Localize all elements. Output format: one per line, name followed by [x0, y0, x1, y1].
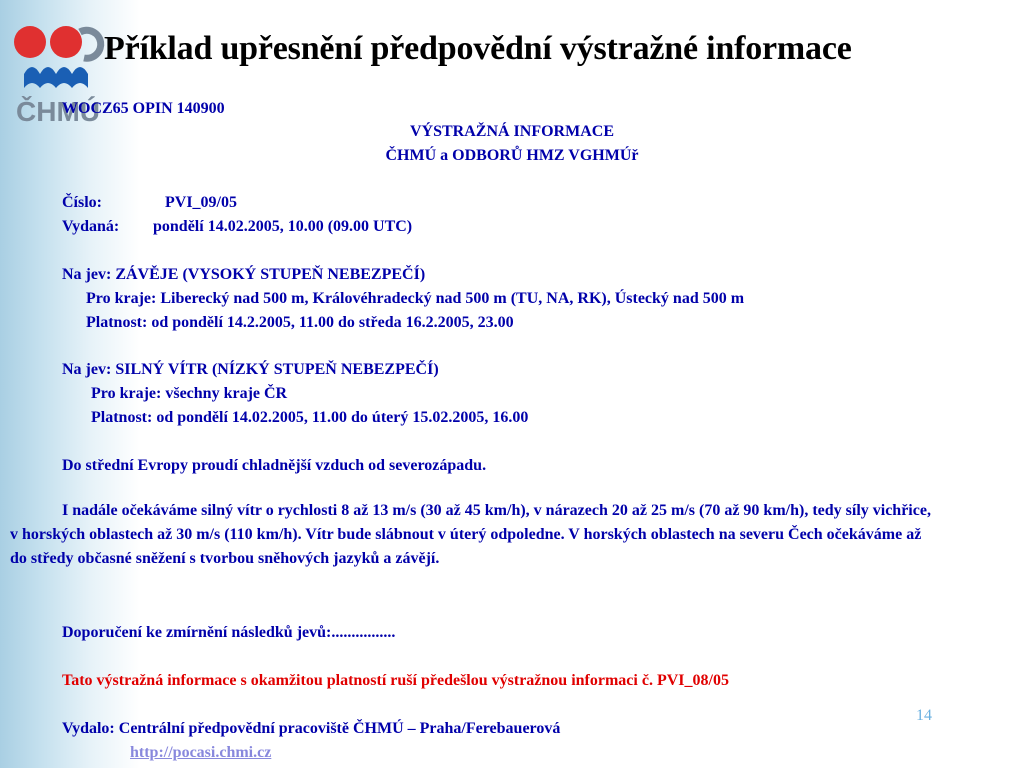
forecast-paragraph: I nadále očekáváme silný vítr o rychlosti 8 až 13 m/s (30 až 45 km/h), v nárazech 20 až 25 m/s (70 až 90 km/h), tedy síly vichřice, v horských oblastech až 30 m/s (110 km/h). Vítr bude slábnout v úterý odpoledne. V horských oblastech na severu Čech očekáváme až do středy občasné sněžení s tvorbou sněhových jazyků a závějí.: [10, 502, 931, 567]
header-line-2: ČHMÚ a ODBORŮ HMZ VGHMÚř: [385, 147, 639, 164]
number-label: Číslo:: [62, 194, 102, 211]
issued-value: pondělí 14.02.2005, 10.00 (09.00 UTC): [153, 218, 413, 235]
warning-2-validity: Platnost: od pondělí 14.02.2005, 11.00 do úterý 15.02.2005, 16.00: [91, 409, 529, 426]
logo-gray-arc: [80, 30, 101, 58]
warning-1-regions: Pro kraje: Liberecký nad 500 m, Královéhradecký nad 500 m (TU, NA, RK), Ústecký nad 500 m: [86, 290, 745, 307]
logo-text: ČHMÚ: [16, 96, 100, 126]
website-link[interactable]: http://pocasi.chmi.cz: [130, 744, 272, 761]
header-line-1: VÝSTRAŽNÁ INFORMACE: [409, 123, 614, 140]
recommendation-text: Doporučení ke zmírnění následků jevů:................: [62, 624, 396, 641]
issuer-text: Vydalo: Centrální předpovědní pracoviště ČHMÚ – Praha/Ferebauerová: [62, 720, 561, 737]
logo-blue-waves: [24, 67, 88, 88]
page-number: 14: [916, 707, 932, 724]
warning-1-phenomenon: Na jev: ZÁVĚJE (VYSOKÝ STUPEŇ NEBEZPEČÍ): [62, 266, 426, 283]
message-code: WOCZ65 OPIN 140900: [62, 100, 225, 117]
issued-row: [62, 215, 412, 239]
logo-red-circle-1: [14, 26, 46, 58]
logo-red-circle-2: [50, 26, 82, 58]
warning-2-phenomenon: Na jev: SILNÝ VÍTR (NÍZKÝ STUPEŇ NEBEZPEČÍ): [62, 361, 439, 378]
cancellation-notice: Tato výstražná informace s okamžitou platností ruší předešlou výstražnou informaci č. PVI_08/05: [62, 672, 729, 689]
warning-1-validity: Platnost: od pondělí 14.2.2005, 11.00 do středa 16.2.2005, 23.00: [86, 314, 514, 331]
issued-label: Vydaná:: [62, 218, 120, 235]
number-row: [62, 191, 237, 215]
warning-2-regions: Pro kraje: všechny kraje ČR: [91, 385, 288, 402]
number-value: PVI_09/05: [165, 194, 237, 211]
situation-text: Do střední Evropy proudí chladnější vzduch od severozápadu.: [62, 457, 487, 474]
slide-title: Příklad upřesnění předpovědní výstražné informace: [104, 30, 852, 67]
